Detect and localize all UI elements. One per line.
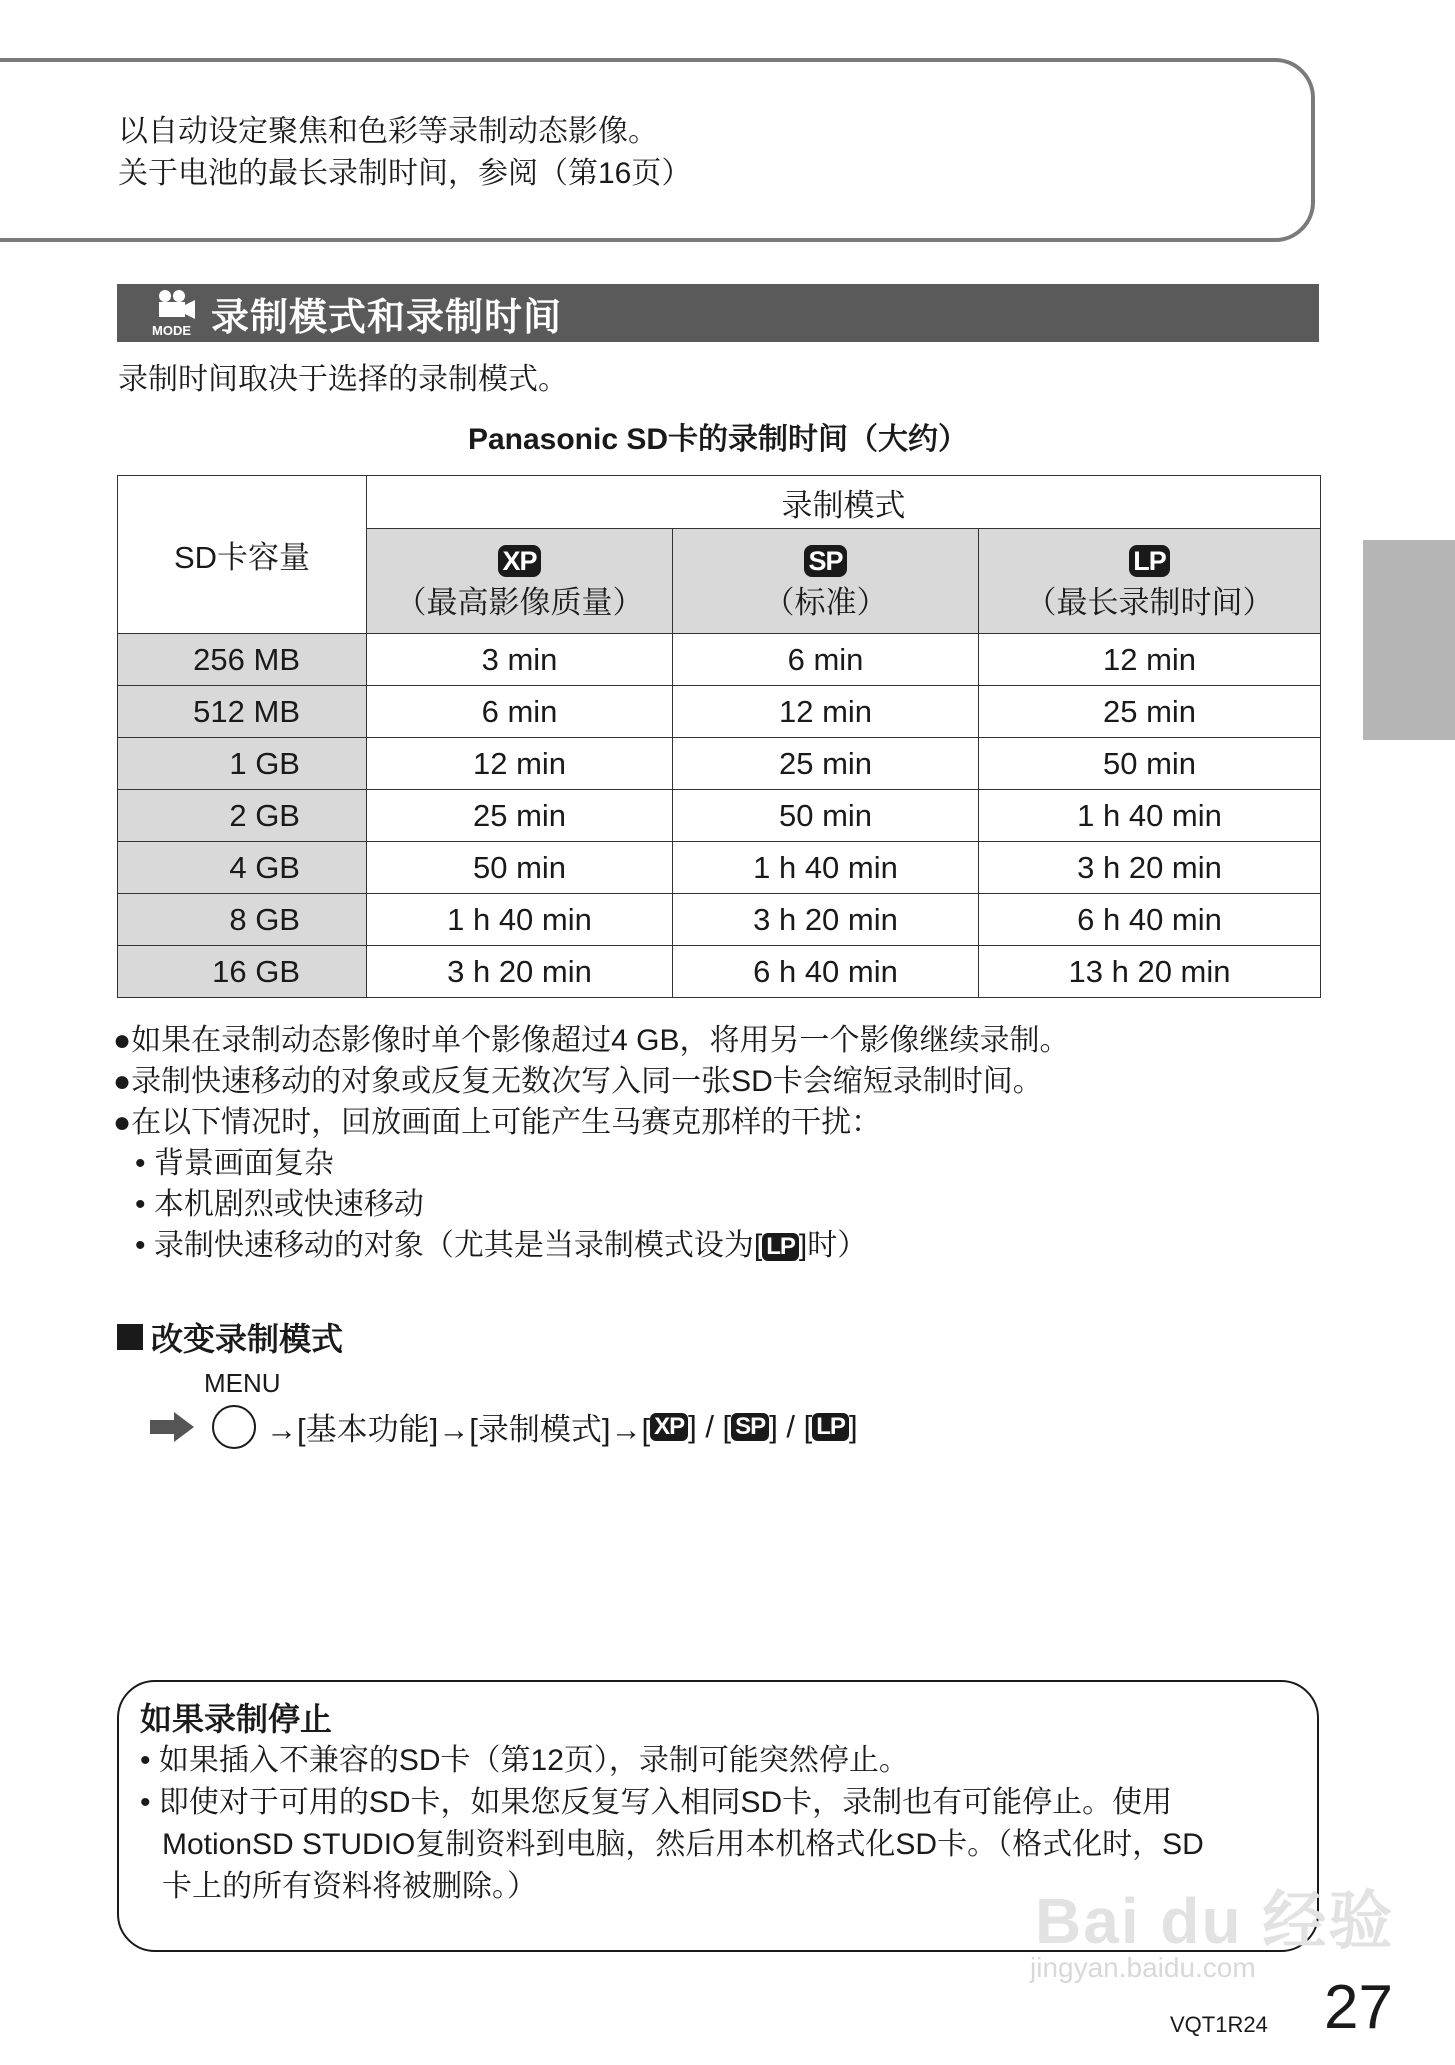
- mode-lp-desc: （最长录制时间）: [1025, 585, 1274, 620]
- capacity-cell: 2 GB: [118, 790, 367, 842]
- sp-time-cell: 1 h 40 min: [673, 842, 979, 894]
- mode-xp-header: [367, 529, 673, 634]
- square-bullet-icon: [117, 1324, 143, 1350]
- sp-time-cell: 50 min: [673, 790, 979, 842]
- sp-time-cell: 25 min: [673, 738, 979, 790]
- capacity-cell: 16 GB: [118, 946, 367, 998]
- lp-time-cell: 25 min: [979, 686, 1321, 738]
- notes-list: [113, 1020, 1069, 1266]
- table-caption: Panasonic SD卡的录制时间（大约）: [467, 423, 969, 456]
- xp-time-cell: 1 h 40 min: [367, 894, 673, 946]
- chapter-side-tab: [1363, 540, 1455, 740]
- note-subitem-text-end: ]时）: [798, 1229, 868, 1262]
- capacity-cell: 256 MB: [118, 634, 367, 686]
- mode-xp-desc: （最高影像质量）: [395, 585, 644, 620]
- table-row: [118, 946, 1321, 998]
- table-row: [118, 842, 1321, 894]
- table-row: [118, 894, 1321, 946]
- table-row: [118, 790, 1321, 842]
- sp-time-cell: 6 min: [673, 634, 979, 686]
- menu-label: MENU: [204, 1368, 281, 1398]
- movie-camera-mode-icon: [151, 287, 201, 339]
- lp-time-cell: 12 min: [979, 634, 1321, 686]
- baidu-watermark: Bai du 经验: [1035, 1885, 1395, 1957]
- menu-separator: ] / [: [688, 1408, 732, 1444]
- note-item: ●录制快速移动的对象或反复无数次写入同一张SD卡会缩短录制时间。: [113, 1065, 1043, 1098]
- capacity-header: SD卡容量: [118, 476, 367, 634]
- mode-lp-header: [979, 529, 1321, 634]
- menu-separator: ] / [: [769, 1408, 813, 1444]
- menu-button-icon[interactable]: [212, 1405, 256, 1449]
- menu-path: [150, 1404, 858, 1449]
- lp-time-cell: 6 h 40 min: [979, 894, 1321, 946]
- sp-time-cell: 3 h 20 min: [673, 894, 979, 946]
- change-mode-title-text: 改变录制模式: [151, 1321, 344, 1357]
- section-title: 录制模式和录制时间: [211, 296, 563, 339]
- page-number: 27: [1324, 1973, 1393, 2042]
- xp-time-cell: 6 min: [367, 686, 673, 738]
- table-row: [118, 738, 1321, 790]
- section-intro: 录制时间取决于选择的录制模式。: [118, 363, 568, 396]
- capacity-cell: 512 MB: [118, 686, 367, 738]
- xp-time-cell: 3 min: [367, 634, 673, 686]
- xp-time-cell: 3 h 20 min: [367, 946, 673, 998]
- mode-header: 录制模式: [367, 476, 1321, 529]
- arrow-right-icon: [150, 1412, 194, 1442]
- capacity-cell: 1 GB: [118, 738, 367, 790]
- document-code: VQT1R24: [1170, 2012, 1268, 2037]
- menu-path-end: ]: [848, 1408, 858, 1444]
- recording-time-table: [117, 475, 1321, 998]
- lp-badge-icon[interactable]: LP: [812, 1413, 849, 1441]
- note-subitem-text: • 录制快速移动的对象（尤其是当录制模式设为[: [135, 1229, 763, 1262]
- stop-info-line: 卡上的所有资料将被删除。）: [162, 1870, 537, 1903]
- menu-path-text: →[基本功能]→[录制模式]→[: [266, 1412, 651, 1447]
- xp-time-cell: 25 min: [367, 790, 673, 842]
- stop-info-title: 如果录制停止: [140, 1701, 333, 1737]
- xp-badge-icon[interactable]: XP: [650, 1413, 688, 1441]
- note-item: ●在以下情况时，回放画面上可能产生马赛克那样的干扰：: [113, 1106, 882, 1139]
- table-row: [118, 686, 1321, 738]
- xp-time-cell: 50 min: [367, 842, 673, 894]
- note-subitem: • 本机剧烈或快速移动: [135, 1188, 424, 1221]
- intro-line-2: 关于电池的最长录制时间，参阅（第16页）: [118, 157, 692, 190]
- capacity-cell: 4 GB: [118, 842, 367, 894]
- sp-time-cell: 12 min: [673, 686, 979, 738]
- stop-info-line: MotionSD STUDIO复制资料到电脑，然后用本机格式化SD卡。（格式化时，SD: [162, 1828, 1204, 1861]
- sp-badge-icon[interactable]: SP: [731, 1413, 769, 1441]
- section-header: [117, 284, 1319, 342]
- change-mode-title: [117, 1314, 343, 1360]
- lp-time-cell: 13 h 20 min: [979, 946, 1321, 998]
- lp-badge-icon: LP: [1129, 545, 1170, 577]
- table-row: [118, 634, 1321, 686]
- capacity-cell: 8 GB: [118, 894, 367, 946]
- note-item: ●如果在录制动态影像时单个影像超过4 GB，将用另一个影像继续录制。: [113, 1024, 1070, 1057]
- xp-badge-icon: XP: [498, 545, 540, 577]
- stop-info-line: • 即使对于可用的SD卡，如果您反复写入相同SD卡，录制也有可能停止。使用: [140, 1786, 1173, 1819]
- stop-info-line: • 如果插入不兼容的SD卡（第12页），录制可能突然停止。: [140, 1744, 909, 1777]
- lp-time-cell: 1 h 40 min: [979, 790, 1321, 842]
- lp-time-cell: 50 min: [979, 738, 1321, 790]
- watermark-url: jingyan.baidu.com: [1030, 1952, 1256, 1983]
- intro-line-1: 以自动设定聚焦和色彩等录制动态影像。: [118, 115, 658, 148]
- mode-sp-desc: （标准）: [763, 585, 888, 620]
- lp-time-cell: 3 h 20 min: [979, 842, 1321, 894]
- xp-time-cell: 12 min: [367, 738, 673, 790]
- note-subitem: [113, 1225, 1069, 1266]
- sp-time-cell: 6 h 40 min: [673, 946, 979, 998]
- sp-badge-icon: SP: [804, 545, 846, 577]
- note-subitem: • 背景画面复杂: [135, 1147, 334, 1180]
- mode-sp-header: [673, 529, 979, 634]
- lp-badge-icon: LP: [762, 1233, 799, 1261]
- svg-text:MODE: MODE: [152, 323, 191, 338]
